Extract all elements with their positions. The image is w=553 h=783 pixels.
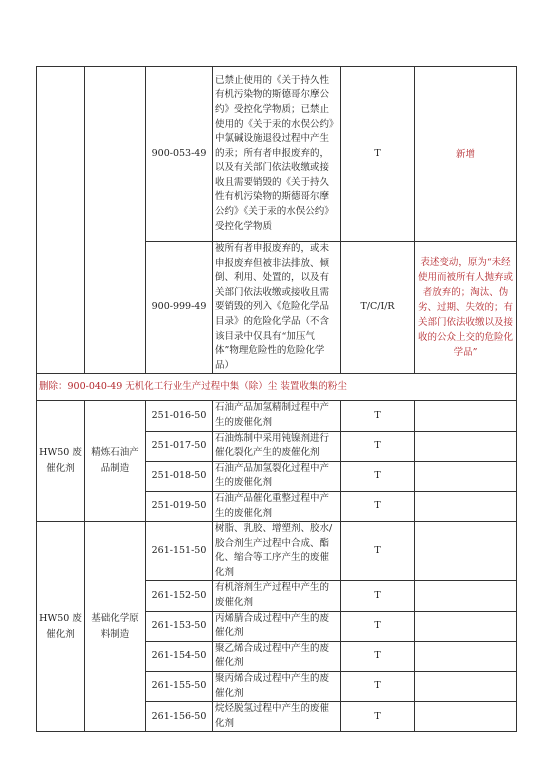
waste-code: 261-152-50 <box>146 581 213 611</box>
waste-description: 丙烯腈合成过程中产生的废催化剂 <box>213 611 341 641</box>
hazard-characteristic: T <box>341 641 415 671</box>
waste-description: 被所有者申报废弃的，或未申报废弃但被非法排放、倾倒、利用、处置的，以及有关部门依法收缴或接收且需要销毁的列入《危险化学品目录》的危险化学品（不含该目录中仅具有“加压气体”物理危险性的危险化学品） <box>213 242 341 374</box>
change-note <box>415 641 517 671</box>
waste-code: 251-018-50 <box>146 461 213 491</box>
waste-code: 900-999-49 <box>146 242 213 374</box>
waste-description: 石油产品催化重整过程中产生的废催化剂 <box>213 491 341 521</box>
industry-cell-empty <box>85 67 146 374</box>
hazard-characteristic: T <box>341 672 415 702</box>
waste-code: 900-053-49 <box>146 67 213 242</box>
change-note <box>415 431 517 461</box>
waste-description: 石油炼制中采用钝镍剂进行催化裂化产生的废催化剂 <box>213 431 341 461</box>
waste-category: HW50 废催化剂 <box>37 401 85 522</box>
waste-description: 已禁止使用的《关于持久性有机污染物的斯德哥尔摩公约》受控化学物质；已禁止使用的《关于汞的水俣公约》中氯碱设施退役过程中产生的汞；所有者申报废弃的，以及有关部门依法收缴或接收且需要销毁的《关于持久性有机污染物的斯德哥尔摩公约》《关于汞的水俣公约》受控化学物质 <box>213 67 341 242</box>
waste-code: 261-156-50 <box>146 702 213 732</box>
waste-description: 石油产品加氢裂化过程中产生的废催化剂 <box>213 461 341 491</box>
hazard-characteristic: T <box>341 491 415 521</box>
waste-description: 聚丙烯合成过程中产生的废催化剂 <box>213 672 341 702</box>
hazard-characteristic: T <box>341 67 415 242</box>
industry-source: 精炼石油产品制造 <box>85 401 146 522</box>
hazardous-waste-table <box>36 66 517 732</box>
change-note <box>415 401 517 431</box>
change-note <box>415 461 517 491</box>
change-note <box>415 611 517 641</box>
change-note <box>415 702 517 732</box>
change-note: 新增 <box>415 67 517 242</box>
waste-description: 树脂、乳胶、增塑剂、胶水/胶合剂生产过程中合成、酯化、缩合等工序产生的废催化剂 <box>213 522 341 581</box>
hazard-characteristic: T/C/I/R <box>341 242 415 374</box>
waste-code: 251-016-50 <box>146 401 213 431</box>
deletion-banner: 删除：900-040-49 无机化工行业生产过程中集（除）尘 装置收集的粉尘 <box>37 374 517 401</box>
waste-description: 有机溶剂生产过程中产生的废催化剂 <box>213 581 341 611</box>
hazard-characteristic: T <box>341 581 415 611</box>
waste-code: 251-017-50 <box>146 431 213 461</box>
hazard-characteristic: T <box>341 461 415 491</box>
waste-code: 261-155-50 <box>146 672 213 702</box>
waste-code: 261-153-50 <box>146 611 213 641</box>
change-note <box>415 672 517 702</box>
waste-description: 石油产品加氢精制过程中产生的废催化剂 <box>213 401 341 431</box>
waste-description: 聚乙烯合成过程中产生的废催化剂 <box>213 641 341 671</box>
waste-code: 261-151-50 <box>146 522 213 581</box>
waste-category: HW50 废催化剂 <box>37 522 85 732</box>
hazard-characteristic: T <box>341 431 415 461</box>
industry-source: 基础化学原料制造 <box>85 522 146 732</box>
hazard-characteristic: T <box>341 401 415 431</box>
hazard-characteristic: T <box>341 522 415 581</box>
waste-catalog-document <box>36 66 516 732</box>
table-row <box>37 522 517 581</box>
waste-description: 烷烃脱氢过程中产生的废催化剂 <box>213 702 341 732</box>
waste-code: 261-154-50 <box>146 641 213 671</box>
waste-code: 251-019-50 <box>146 491 213 521</box>
change-note: 表述变动，原为“未经使用而被所有人抛弃或者放弃的；淘汰、伪劣、过期、失效的；有关部门依法收缴以及接收的公众上交的危险化学品” <box>415 242 517 374</box>
table-body <box>37 67 517 732</box>
change-note <box>415 581 517 611</box>
table-row <box>37 67 517 242</box>
change-note <box>415 522 517 581</box>
category-cell-empty <box>37 67 85 374</box>
hazard-characteristic: T <box>341 702 415 732</box>
change-note <box>415 491 517 521</box>
table-row <box>37 401 517 431</box>
deletion-row <box>37 374 517 401</box>
hazard-characteristic: T <box>341 611 415 641</box>
